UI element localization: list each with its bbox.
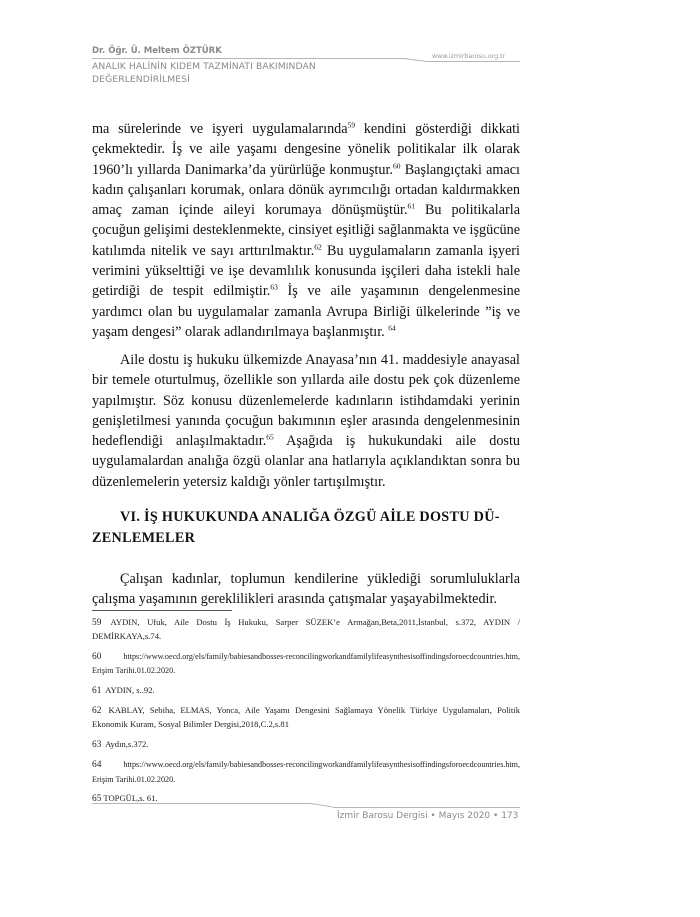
para1-text-b: kendini gösterdiği dikkati çekmektedir. İş ve aile yaşamı dengesine yönelik politikalar ilk olarak 1960’lı yıllarda Danimarka’da yürürlüğe konmuştur. — [92, 121, 521, 178]
header-rule-slant — [403, 58, 425, 62]
footnote-61 — [92, 684, 520, 698]
footnote-62 — [92, 704, 520, 732]
header-author: Dr. Öğr. Ü. Meltem ÖZTÜRK — [92, 46, 222, 56]
header-url: www.izmirbarosu.org.tr — [432, 53, 506, 60]
para3-text: Çalışan kadınlar, toplumun kendilerine yüklediği sorumluluklarla çalışma yaşamının gereklilikleri arasında çatışmalar yaşayabilmektedir. — [92, 571, 520, 608]
footnote-ref-65: 65 — [266, 432, 274, 442]
para1-text-f: İş ve aile yaşamının dengelenmesine yardımcı olan bu uygulamalar zamanla Avrupa Birliği ülkelerinde ”iş ve yaşam dengesi” olarak adlandırılmaya başlanmıştır. — [92, 283, 520, 340]
footer-journal-page: İzmir Barosu Dergisi • Mayıs 2020 • 173 — [337, 811, 519, 821]
footnote-number: 65 — [92, 794, 102, 805]
footnote-text: KABLAY, Sebiha, ELMAS, Yonca, Aile Yaşamı Dengesini Sağlamaya Yönelik Türkiye Uygulamaları, Politik Ekonomik Kuram, Sosyal Bilimler Dergisi,2018,C.2,s.81 — [92, 705, 520, 730]
para2-text-b: Aşağıda iş hukukundaki aile dostu uygulamalardan analığa özgü olanlar ana hatlarıyla açıklandıktan sonra bu düzenlemelerin yetersiz kaldığı yönler tartışılmıştır. — [92, 433, 520, 490]
footnote-number: 62 — [92, 706, 102, 717]
footnote-number: 61 — [92, 685, 102, 696]
footnote-number: 63 — [92, 739, 102, 750]
footnote-number: 59 — [92, 618, 102, 628]
footnote-text: TOPGÜL,s. 61. — [103, 793, 158, 804]
footnote-65 — [92, 792, 520, 806]
footnotes — [92, 616, 520, 812]
para1-text-d: Bu politikalarla çocuğun gelişimi desteklenmekte, cinsiyet eşitliği sağlanmakta ve işgücüne katılımda nitelik ve sayı arttırılmaktır. — [92, 202, 520, 259]
footnote-divider — [92, 610, 232, 611]
footnote-link[interactable]: https://www.oecd.org/els/family/babiesandbosses-reconcilingworkandfamilylifeasynthesisoffindingsforoecdcountries.htm, Erişim Tarihi.01.02.2020. — [92, 651, 520, 676]
footnote-ref-64: 64 — [388, 323, 396, 333]
section-heading-line1: VI. İŞ HUKUKUNDA ANALIĞA ÖZGÜ AİLE DOSTU DÜ- — [120, 509, 500, 525]
footnote-number: 60 — [92, 651, 102, 662]
header-rule-right — [425, 61, 520, 62]
header-title-line2: DEĞERLENDİRİLMESİ — [92, 74, 190, 85]
footnote-text: Aydın,s.372. — [105, 738, 149, 749]
footnote-63 — [92, 738, 520, 752]
footnote-ref-61: 61 — [407, 201, 416, 211]
footnote-64 — [92, 758, 520, 786]
footnote-ref-59: 59 — [347, 120, 356, 130]
footnote-ref-63: 63 — [270, 282, 278, 292]
footnote-ref-62: 62 — [314, 242, 322, 252]
paragraph-3 — [92, 569, 520, 610]
para1-text-e: Bu uygulamaların zamanla işyeri verimini yükselttiği ve işe devamlılık konusunda işçileri daha istekli hale getirdiği de tespit edilmiştir. — [92, 242, 520, 300]
para1-text-c: Başlangıçtaki amacı kadın çalışanları korumak, onlara dönük ayrımcılığı ortadan kaldırmakken amaç zaman içinde aileyi korumaya dönüşmüştür. — [92, 161, 521, 219]
section-heading — [92, 507, 520, 549]
footnote-link[interactable]: https://www.oecd.org/els/family/babiesandbosses-reconcilingworkandfamilylifeasynthesisoffindingsforoecdcountries.htm, Erişim Tarihi.01.02.2020. — [92, 760, 520, 784]
footnote-59 — [92, 616, 520, 644]
header-title-line1: ANALIK HALİNİN KIDEM TAZMİNATI BAKIMINDAN — [92, 61, 316, 72]
header-rule — [92, 58, 405, 59]
section-heading-line2: ZENLEMELER — [92, 530, 196, 546]
footnote-number: 64 — [92, 760, 102, 771]
para1-text-a: ma sürelerinde ve işyeri uygulamalarında — [92, 121, 348, 137]
header-title — [92, 60, 316, 86]
footnote-ref-60: 60 — [392, 160, 401, 170]
footnote-60 — [92, 650, 520, 678]
footnote-text: AYDIN, Ufuk, Aile Dostu İş Hukuku, Sarper SÜZEK’e Armağan,Beta,2011,İstanbul, s.372, AYDIN / DEMİRKAYA,s.74. — [92, 617, 520, 642]
footnote-text: AYDIN, s..92. — [105, 684, 155, 695]
paragraph-2 — [92, 350, 520, 492]
paragraph-1 — [92, 119, 520, 342]
para2-text-a: Aile dostu iş hukuku ülkemizde Anayasa’nın 41. maddesiyle anayasal bir temele oturtulmuş, özellikle son yıllarda aile dostu pek çok düzenleme yapılmıştır. Söz konusu düzenlemelerde kadınların istihdamdaki yerinin genişletilmesi yanında çocuğun bakımının eşler arasında dengelenmesinin hedeflendiği anlaşılmaktadır. — [92, 352, 520, 450]
footer-rule-right — [333, 807, 520, 808]
footer-rule — [92, 803, 312, 804]
